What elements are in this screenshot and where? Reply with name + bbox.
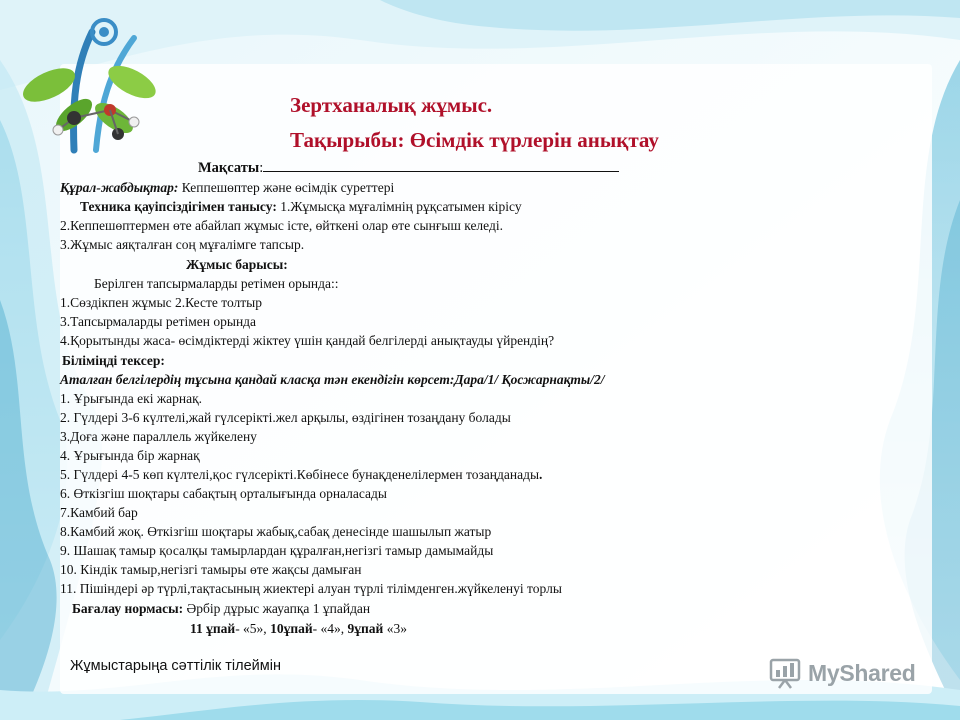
check-item-period: . (539, 467, 543, 482)
safety-label: Техника қауіпсіздігімен танысу: (80, 199, 277, 214)
check-item: 7.Камбий бар (60, 505, 138, 520)
check-item: 10. Кіндік тамыр,негізгі тамыры өте жақсы дамыған (60, 562, 362, 577)
slide-title: Зертханалық жұмыс. (290, 93, 493, 117)
check-item: 8.Камбий жоқ. Өткізгіш шоқтары жабық,сабақ денесінде шашылып жатыр (60, 524, 492, 539)
footer-wish: Жұмыстарыңа сәттілік тілеймін (70, 658, 281, 674)
presentation-icon (768, 656, 802, 690)
score-5-points: 11 ұпай (190, 621, 236, 636)
equipment-text: Кеппешөптер және өсімдік суреттері (178, 180, 395, 195)
safety-line (80, 198, 522, 215)
myshared-watermark (768, 656, 938, 690)
score-5-grade: - «5», (235, 621, 271, 636)
safety-item: 2.Кеппешөптермен өте абайлап жұмыс істе, өйткені олар өте сынғыш келеді. (60, 218, 503, 233)
check-item: 5. Гүлдері 4-5 көп күлтелі,қос гүлсерікті.Көбінесе бунақденелілермен тозаңданады (60, 467, 540, 482)
grading-text: Әрбір дұрыс жауапқа 1 ұпайдан (183, 601, 371, 616)
check-item: 1. Ұрығында екі жарнақ. (60, 391, 203, 406)
score-4-points: 10ұпай (270, 621, 313, 636)
safety-item: 1.Жұмысқа мұғалімнің рұқсатымен кірісу (276, 199, 522, 214)
slide-topic: Тақырыбы: Өсімдік түрлерін анықтау (290, 128, 659, 152)
equipment-label: Құрал-жабдықтар: (60, 180, 179, 195)
progress-heading: Жұмыс барысы: (186, 257, 288, 272)
progress-item: 4.Қорытынды жаса- өсімдіктерді жіктеу үшін қандай белгілерді анықтауды үйрендің? (60, 333, 555, 348)
score-4-grade: - «4», (312, 621, 348, 636)
score-3-grade: «3» (383, 621, 407, 636)
progress-item: 1.Сөздікпен жұмыс 2.Кесте толтыр (60, 295, 262, 310)
check-item: 9. Шашақ тамыр қосалқы тамырлардан құралған,негізгі тамыр дамымайды (60, 543, 494, 558)
goal-label: Мақсаты (198, 160, 260, 176)
check-item: 11. Пішіндері әр түрлі,тақтасының жиектері алуан түрлі тілімденген.жүйкеленуі торлы (60, 581, 562, 596)
score-3-points: 9ұпай (347, 621, 384, 636)
check-item: 2. Гүлдері 3-6 күлтелі,жай гүлсерікті.жел арқылы, өздігінен тозаңдану болады (60, 410, 511, 425)
score-line (190, 620, 407, 637)
check-item: 6. Өткізгіш шоқтары сабақтың орталығында орналасады (60, 486, 387, 501)
grading-line (72, 600, 370, 617)
brand-name: MyShared (808, 660, 916, 686)
check-item: 4. Ұрығында бір жарнақ (60, 448, 200, 463)
check-task: Аталған белгілердің тұсына қандай класқа тән екендігін көрсет:Дара/1/ Қосжарнақты/2/ (60, 372, 605, 387)
check-item-5 (60, 466, 542, 483)
progress-intro: Берілген тапсырмаларды ретімен орында:: (94, 276, 339, 291)
check-item: 3.Доға және параллель жүйкелену (60, 429, 257, 444)
safety-item: 3.Жұмыс аяқталған соң мұғалімге тапсыр. (60, 237, 305, 252)
goal-line (198, 159, 619, 177)
grading-label: Бағалау нормасы: (72, 601, 184, 616)
equipment-line (60, 179, 394, 196)
progress-item: 3.Тапсырмаларды ретімен орында (60, 314, 257, 329)
goal-blank (263, 159, 619, 172)
goal-separator: : (259, 160, 264, 176)
check-heading: Біліміңді тексер: (62, 353, 165, 368)
